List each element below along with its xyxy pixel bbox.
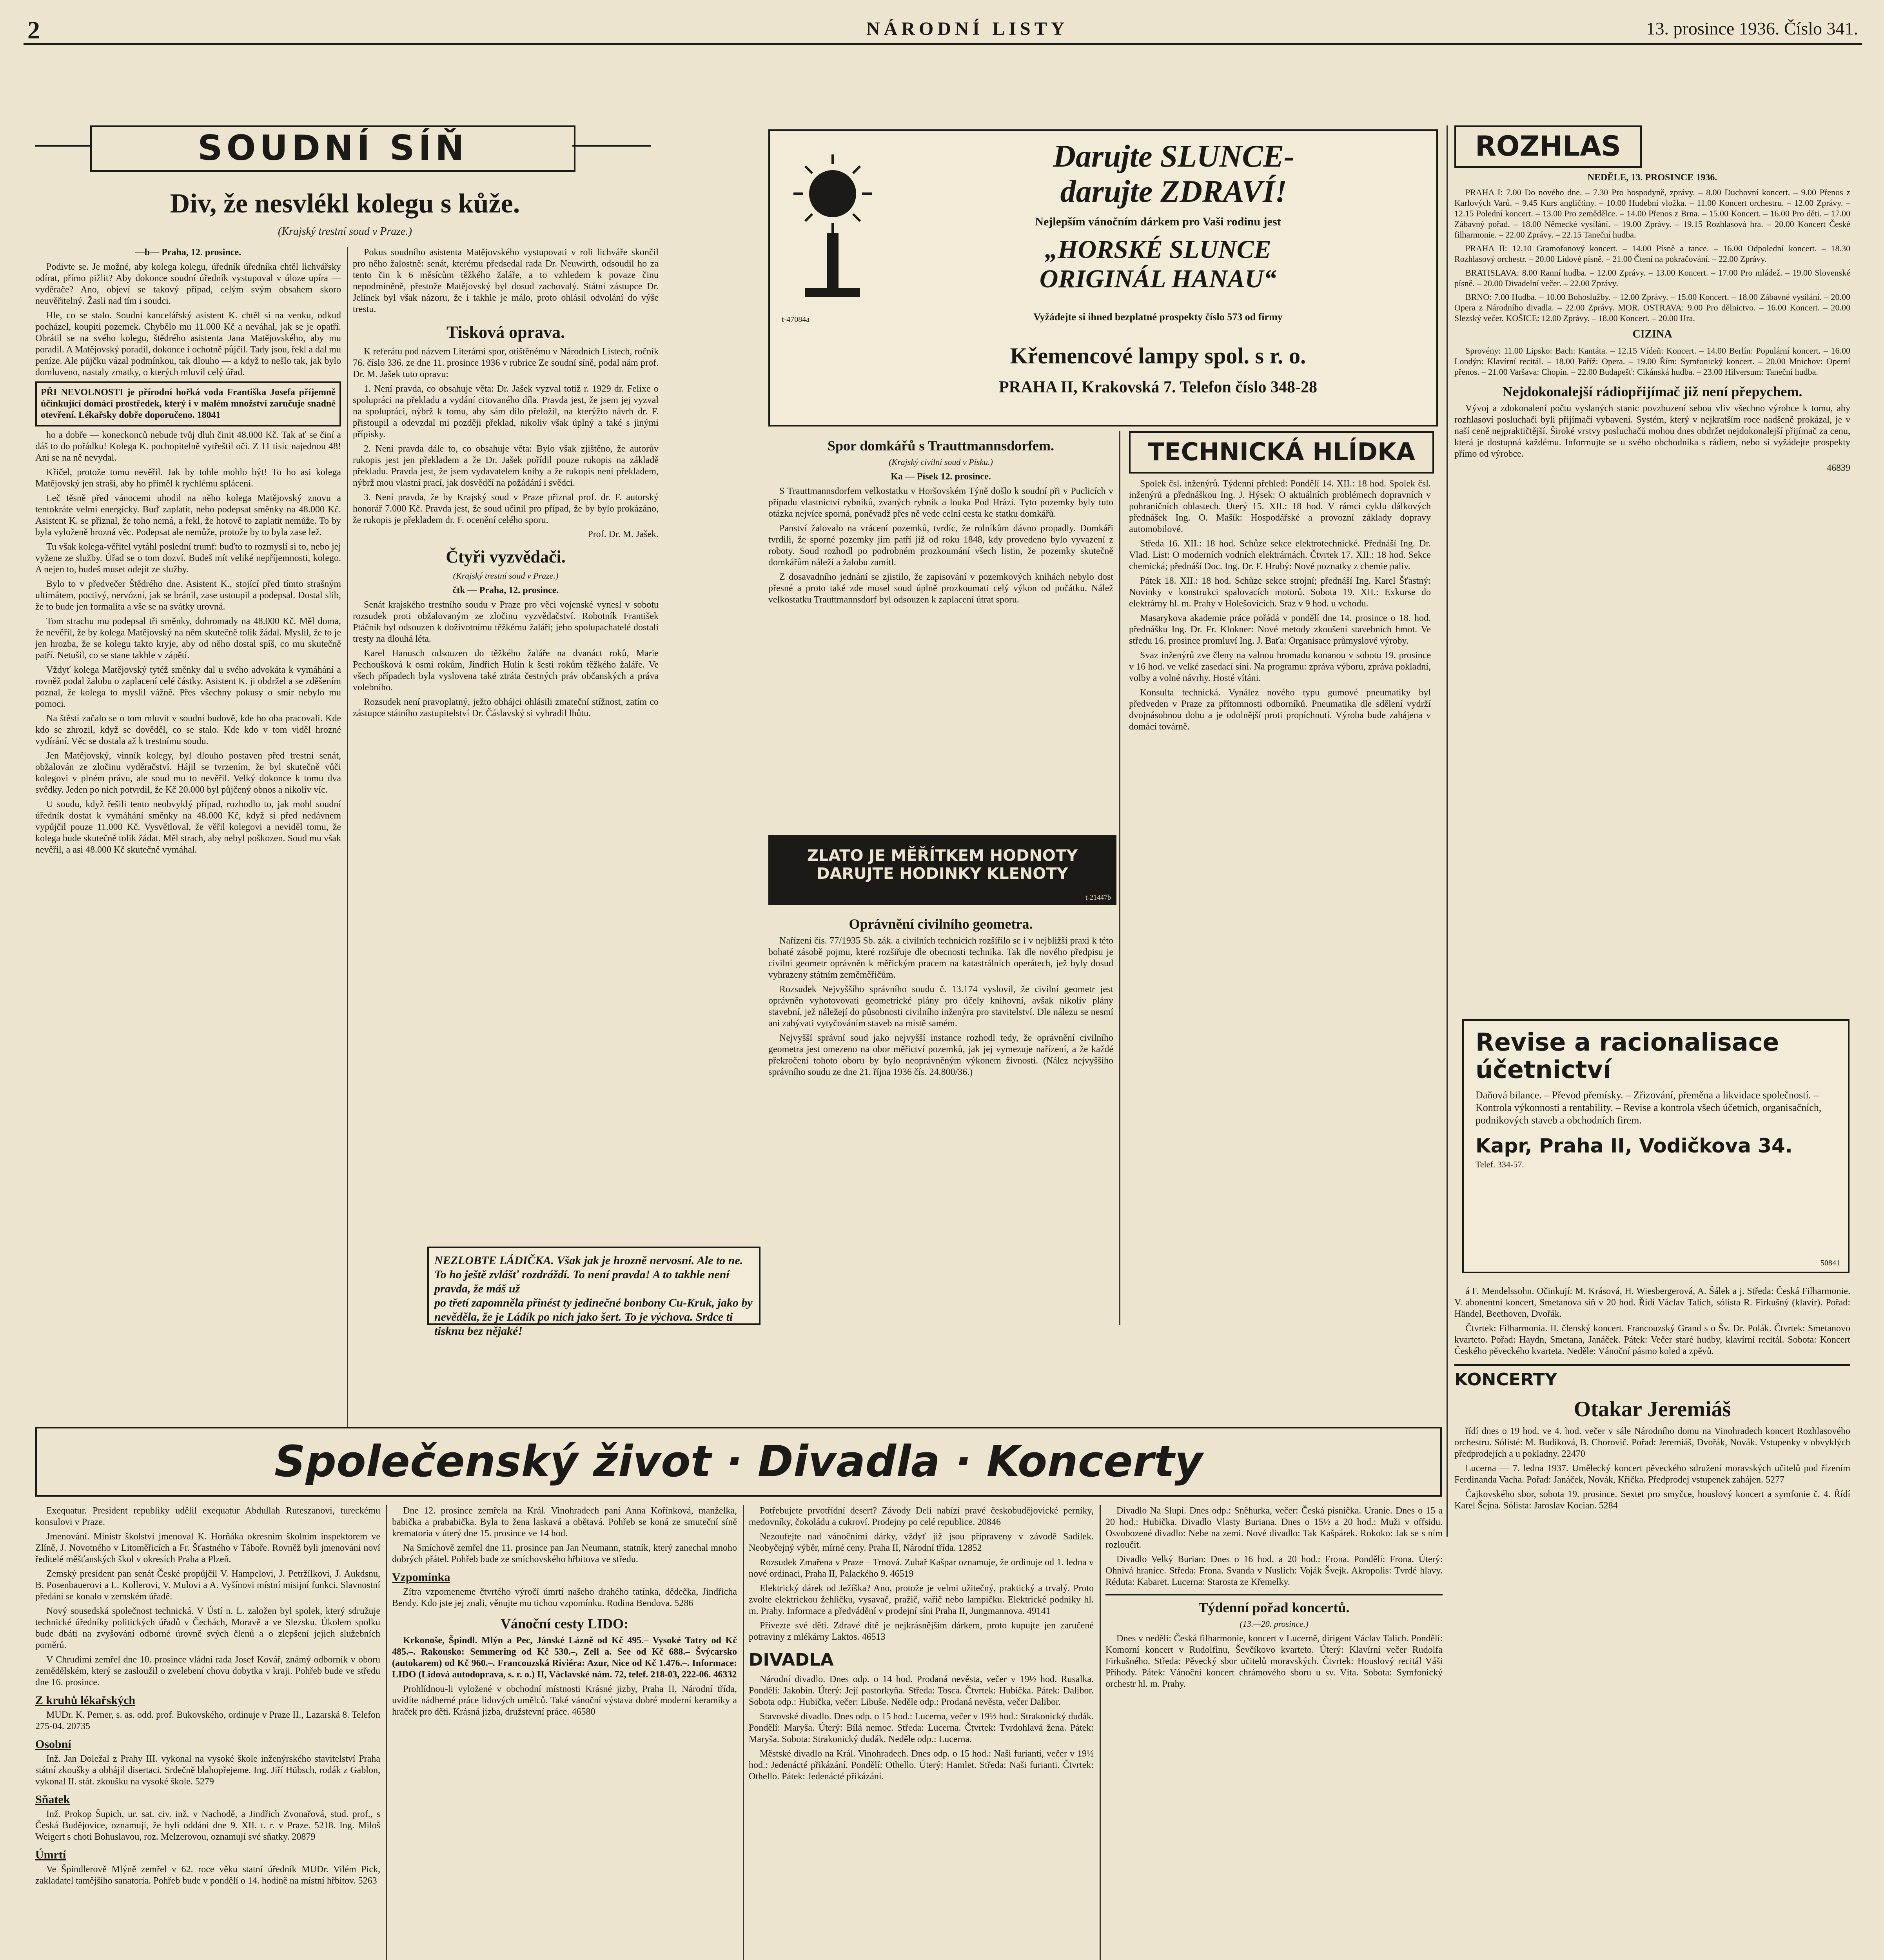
soudni-para: Bylo to v předvečer Štědrého dne. Asistent K., stojící před tímto strašným ultimátem, poctivý, nervózní, jak se bránil, zase ustoupil a podepsal. Dostal slib, že to bude jen formalita a vše se na svátky urovná. xyxy=(35,579,341,612)
ctyri-para: Rozsudek není pravoplatný, ježto obhájci ohlásili zmateční stížnost, zatím co zástupce státního zastupitelství Dr. Čáslavský si vyhradil lhůtu. xyxy=(353,697,659,719)
spor-byline: Ka — Písek 12. prosince. xyxy=(891,472,991,482)
soudni-para: Podivte se. Je možné, aby kolega kolegu, úředník úředníka chtěl lichvářsky odírat, přímo pižlit? Aby dokonce soudní úředník vystupoval v úloze upíra — vyděrače? Ano, objeví se takový případ, celým svým obsahem skoro neuvěřitelný. Žasli nad tím i soudci. xyxy=(35,262,341,306)
soudni-para: Pokus soudního asistenta Matějovského vystupovati v roli lichváře skončil pro něho žalostně: senát, kterému předsedal rada Dr. Neuwirth, odsoudil ho za tento čin k 6 měsícům těžkého žaláře, a to vzhledem k povaze činu nepodmíněně, přestože Matějovský byl dosud zachovalý. Státní zástupce Dr. Jelínek byl však názoru, že i takhle je málo, proto ohlásil odvolání do výše trestu. xyxy=(353,247,659,314)
soudni-para: ho a dobře — koneckonců nebude tvůj dluh činit 48.000 Kč. Tak ať se činí a dáš to do pořádku! Kolega K. pochopitelně vytřeštil oči. Z 11 tisíc najednou 48! Ani se na ně nevydal. xyxy=(35,430,341,463)
soudni-col-1 xyxy=(35,247,341,1427)
spor-title: Spor domkářů s Trauttmannsdorfem. xyxy=(827,438,1055,454)
ad-horske-slunce: t-47084a Darujte SLUNCE- darujte ZDRAVÍ! Nejlepším vánočním dárkem pro Vaši rodinu jest „HORSKÉ SLUNCE ORIGINÁL HANAU“ Vyžádejte si ihned bezplatné prospekty číslo 573 od firmy Křemencové lampy spol. s r. o. PRAHA II, Krakovská 7. Telefon číslo 348-28 xyxy=(768,129,1438,426)
rozhlas-col xyxy=(1454,172,1850,1004)
masthead xyxy=(24,16,1862,45)
spol-col-5: á F. Mendelssohn. Očinkují: M. Krásová, H. Wiesbergerová, A. Šálek a j. Středa: Česká Filharmonie. V. abonentní koncert, Smetanova síň v 20 hod. Řídí Václav Talich, sólista R. Firkušný (klavír). Pořad: Händel, Beethoven, Dvořák. Čtvrtek: Filharmonia. II. členský koncert. Francouzský Grand s o Šv. Dr. Polák. Čtvrtek: Smetanovo kvarteto. Pořad: Haydn, Smetana, Janáček. Pátek: Večer staré hudby, klavírní recitál. Sobota: Koncert Českého pěveckého kvarteta. Neděle: Vánoční pásmo koled a zpěvů. KONCERTY Otakar Jeremiáš řídí dnes o 19 hod. ve 4. hod. večer v sále Národního domu na Vinohradech koncert Rozhlasového orchestru. Sólisté: M. Budíková, B. Chorovič. Pořad: Jeremiáš, Dvořák, Novák. Vstupenky v obvyklých předprodejích a u pokladny. 22470 Lucerna — 7. ledna 1937. Umělecký koncert pěveckého sdružení moravských učitelů pod řízením Ferdinanda Vacha. Pořad: Janáček, Novák, Křička. Předprodej vstupenek zahájen. 5277 Čajkovského sbor, sobota 19. prosince. Sextet pro smyčce, houslový koncert a symfonie č. 4. Řídí Karel Šejna. Sólista: Jaroslav Kocian. 5284 xyxy=(1454,1286,1850,1511)
rozhlas-day: NEDĚLE, 13. PROSINCE 1936. xyxy=(1587,172,1717,183)
spol-col-3: Potřebujete prvotřídní desert? Závody Deli nabízí pravé českobudějovické perníky, medovníky, čokoládu a cukroví. Prodejny po celé republice. 20846 Nezoufejte nad vánočními dárky, vždyť již jsou připraveny v závodě Sadílek. Neobyčejný výběr, mírné ceny. Praha II, Národní třída. 12852 Rozsudek Zmařena v Praze – Trnová. Zubař Kašpar oznamuje, že ordinuje od 1. ledna v nové ordinaci, Praha II, Palackého 9. 46519 Elektrický dárek od Ježíška? Ano, protože je velmi užitečný, praktický a trvalý. Proto zvolte elektrickou žehličku, vysavač, pražič, vařič nebo lampičku. Elektrické podniky hl. m. Prahy. Informace a předvádění v prodejní síni Praha II, Jungmannova. 49141 Přivezte své děti. Zdravé dítě je nejkrásnějším dárkem, proto kupujte jen zaručené potraviny z mlékárny Laktos. 46513 DIVADLA Národní divadlo. Dnes odp. o 14 hod. Prodaná nevěsta, večer v 19½ hod. Rusalka. Pondělí: Jakobín. Úterý: Její pastorkyňa. Středa: Tosca. Čtvrtek: Hubička. Pátek: Dalibor. Sobota odp.: Hubička, večer: Libuše. Neděle odp.: Prodaná nevěsta, večer Dalibor. Stavovské divadlo. Dnes odp. o 15 hod.: Lucerna, večer v 19½ hod.: Strakonický dudák. Pondělí: Maryša. Úterý: Bílá nemoc. Středa: Lucerna. Čtvrtek: Tvrdohlavá žena. Pátek: Maryša. Sobota: Strakonický dudák. Neděle odp.: Lucerna. Městské divadlo na Král. Vinohradech. Dnes odp. o 15 hod.: Naši furianti, večer v 19½ hod.: Jedenácté přikázání. Pondělí: Othello. Úterý: Hamlet. Středa: Naši furianti. Čtvrtek: Othello. Pátek: Jedenácté přikázání. xyxy=(749,1506,1094,1782)
spol-col-4: Divadlo Na Slupi. Dnes odp.: Sněhurka, večer: Česká písnička. Uranie. Dnes o 15 a 20 hod.: Hubička. Divadlo Vlasty Buriana. Dnes o 15½ a 20 hod.: Muži v offsidu. Osvobozené divadlo: Nebe na zemi. Nové divadlo: Tak Kašpárek. Rokoko: Jak se s ním rozloučit. Divadlo Velký Burian: Dnes o 16 hod. a 20 hod.: Frona. Pondělí: Frona. Úterý: Ohnivá hranice. Středa: Frona. Svanda v Nuslích: Voják Švejk. Akropolis: Tvrdé hlavy. Réduta: Kabaret. Lucerna: Starosta ze Křemelky. Týdenní pořad koncertů. (13.—20. prosince.) Dnes v neděli: Česká filharmonie, koncert v Lucerně, dirigent Václav Talich. Pondělí: Komorní koncert v Rudolfinu, Ševčíkovo kvarteto. Úterý: Klavírní večer Rudolfa Firkušného. Středa: Pěvecký sbor učitelů moravských. Čtvrtek: Houslový recitál Váši Příhody. Pátek: Vánoční koncert chrámového sboru u sv. Víta. Sobota: Symfonický orchestr hl. m. Prahy. xyxy=(1105,1506,1443,1689)
tydenni-heading: Týdenní pořad koncertů. xyxy=(1105,1594,1443,1616)
ad-ladicka: NEZLOBTE LÁDIČKA. Však jak je hrozně nervosní. Ale to ne. To ho ještě zvlášť rozdráždí. To není pravda! A to takhle není pravda, že máš už po třetí zapomněla přinést ty jedinečné bonbony Cu-Kruk, jako by nevěděla, že je Ládík po nich jako šert. To je výchova. Srdce ti tisknu bez nějaké! xyxy=(427,1247,760,1325)
ad-revise: Revise a racionalisace účetnictví Daňová bilance. – Převod přemísky. – Zřizování, přeměna a likvidace společností. – Kontrola výkonnosti a rentability. – Revise a kontrola všech účetních, organisačních, podnikových staveb a obchodních firem. Kapr, Praha II, Vodičkova 34. Telef. 334-57. 50841 xyxy=(1462,1019,1850,1273)
spor-para: Panství žalovalo na vrácení pozemků, tvrdíc, že rolníkům dávno propadly. Domkáři tvrdili, že sporné pozemky jim patří již od roku 1848, kdy provedeno bylo vyvazení z roboty. Soud rozhodl po podrobném prozkoumání všech listin, že pozemky skutečně domkářům náleží a žalobu zamítl. xyxy=(768,523,1113,568)
ctyri-byline: čtk — Praha, 12. prosince. xyxy=(452,585,559,595)
jeremias-heading: Otakar Jeremiáš xyxy=(1574,1397,1731,1421)
subhead-lekarske: Z kruhů lékařských xyxy=(35,1694,136,1707)
notice-frantisek-josef: PŘI NEVOLNOSTI je přírodní hořká voda Františka Josefa příjemně účinkující domácí prostředek, který i v malém množství zaručuje snadné otevření. Lékařsky dobře doporučeno. 18041 xyxy=(35,381,341,426)
soudni-para: Leč těsně před vánocemi uhodil na něho kolega Matějovský znovu a tentokráte velmi energicky. Buď zaplatit, nebo podepsat směnky na 48.000 Kč. Asistent K. se přiznal, že toho nemá, a řekl, že hotově to zaplatit nemůže. To by byla vyloženě hrozná věc. Podepsat ale nemůže, protože by to byla zase lež. xyxy=(35,493,341,537)
oprava-para: 3. Není pravda, že by Krajský soud v Praze přiznal prof. dr. F. autorský honorář 7.000 Kč. Pravda jest, že soud učinil pro případ, že by bylo prokázáno, že rukopis je překladem dr. F. ocenění celého sporu. xyxy=(353,492,659,525)
spor-para: S Trauttmannsdorfem velkostatku v Horšovském Týně došlo k soudní při v Puclicích v případu vlastnictví rybníků, zvaných rybník a louka Pod Hrází. Tyto pozemky byly tuto otázka nejvíce sporná, poněvadž přes ně vede celní cesta ke statku domkářů. xyxy=(768,486,1113,519)
opravneni-title: Oprávnění civilního geometra. xyxy=(849,916,1033,932)
technicka-para: Spolek čsl. inženýrů. Týdenní přehled: Pondělí 14. XII.: 18 hod. Spolek čsl. inženýrů a přednáškou Ing. J. Hýsek: O aktuálních problémech dopravních v pohraničních oblastech. Úterý 15. XII.: 18 hod. V rámci cyklu dálkových přednášek Ing. O. Mašík: Hospodářské a provozní základy dopravy automobilové. xyxy=(1129,479,1431,534)
oprava-para: 2. Není pravda dále to, co obsahuje věta: Bylo však zjištěno, že autorův rukopis jest jen překladem a že Dr. Jašek pořídil pouze rukopis na základě překladu. Pravda jest, že jsem vydavatelem knihy a že rukopis není překladem, nýbrž mou vlastní prací, jak dosvědčí na požádání i svědci. xyxy=(353,444,659,488)
technicka-para: Pátek 18. XII.: 18 hod. Schůze sekce strojní; přednáší Ing. Karel Šťastný: Novinky v konstrukci spalovacích motorů. Sobota 19. XII.: Exkurse do elektrárny hl. m. Prahy v Holešovicích. Sraz v 9 hod. u vchodu. xyxy=(1129,576,1431,609)
spolecensky-banner: Společenský život · Divadla · Koncerty xyxy=(35,1427,1442,1497)
page-number: 2 xyxy=(27,16,40,44)
ad-zlato-hodiny: ZLATO JE MĚŘÍTKEM HODNOTY DARUJTE HODINKY KLENOTY t-21447b xyxy=(768,835,1116,905)
spor-article xyxy=(768,431,1113,823)
oprava-para: 1. Není pravda, co obsahuje věta: Dr. Jašek vyzval totiž r. 1929 dr. Felixe o spolupráci na překladu a vydání citovaného díla. Pravda jest, že jsem jej vyzval na spolupráci, nýbrž k tomu, aby sám dílo přeložil, na kterýžto návrh dr. F. přistoupil a odevzdal mi později překlad, nikoliv však úplný a také s jinými přípisky. xyxy=(353,384,659,439)
nejdok-title: Nejdokonalejší rádiopřijímač již není přepychem. xyxy=(1502,384,1802,399)
soudni-headline: Div, že nesvlékl kolegu s kůže. xyxy=(170,189,520,219)
opravneni-para: Nařízení čís. 77/1935 Sb. zák. a civilních technicích rozšířilo se i v nejbližší praxi k této bohaté zásobě pojmu, které rozšiřuje dle obecnosti technika. Tak dle nového předpisu je civilní geometr oprávněn k měřickým pracem na katastrálních operátech, jež byly dosud vyhrazeny státním zeměměřičům. xyxy=(768,936,1113,980)
paper-name: NÁRODNÍ LISTY xyxy=(866,18,1069,39)
nejdok-code: 46839 xyxy=(1827,463,1850,473)
soudni-byline: —b— Praha, 12. prosince. xyxy=(135,247,241,258)
technicka-banner: TECHNICKÁ HLÍDKA xyxy=(1129,431,1434,474)
spol-col-1: Exequatur. President republiky udělil exequatur Abdullah Ruteszanovi, tureckému konsulovi v Praze. Jmenování. Ministr školství jmenoval K. Horňáka okresním školním inspektorem ve Zlíně, J. Novotného v Litoměřicích a Fr. Šťastného v Táboře. Rovněž byli jmenováni noví ředitelé měšťanských škol v okresích Praha a Plzeň. Zemský president pan senát České propůjčil V. Hampelovi, J. Petržílkovi, J. Aukdsnu, B. Posenbauerovi a L. Kollerovi, V. Mulovi a A. Vyšínovi místní misijní funkci. Slavnostní předání se konalo v zemském úřadě. Nový sousedská společnost technická. V Ústí n. L. založen byl spolek, který sdružuje technické úředníky politických úřadů v Čechách, Moravě a ve Slezsku. Úkolem spolku bude dbáti na zvyšování odborné úrovně svých členů a o zlepšení jejich služebních poměrů. V Chrudimi zemřel dne 10. prosince vládní rada Josef Kovář, známý odborník v oboru zemědělském, který se zasloužil o zvelebení chovu dobytka v kraji. Pohřeb bude ve středu dne 16. prosince. Z kruhů lékařských MUDr. K. Perner, s. as. odd. prof. Bukovského, ordinuje v Praze II., Lazarská 8. Telefon 275-04. 20735 Osobní Inž. Jan Doležal z Prahy III. vykonal na vysoké škole inženýrského stavitelství Praha státní zkoušky a obhájil disertaci. Srdečně blahopřejeme. Ing. Jiří Hübsch, rodák z Gablon, vykonal II. stát. zkoušku na vysoké škole. 5279 Sňatek Inž. Prokop Šupich, ur. sat. civ. inž. v Nachodě, a Jindřich Zvonařová, stud. prof., s Česká Budějovice, oznamují, že byli oddáni dne 9. XII. t. r. v Praze. 5218. Ing. Miloš Weigert s choti Bohuslavou, roz. Melzerovou, oznamují své sňatky. 20879 Úmrtí Ve Špindlerově Mlýně zemřel v 62. roce věku statní úředník MUDr. Vilém Pick, zakladatel tamějšího sanatoria. Pohřeb bude v pondělí o 14. hodině na místní hřbitov. 5263 xyxy=(35,1506,380,1886)
oprava-para: K referátu pod názvem Literární spor, otištěnému v Národních Listech, ročník 76. číslo 336. ze dne 11. prosince 1936 v rubrice Ze soudní síně, podal nám prof. Dr. M. Jašek tuto opravu: xyxy=(353,347,659,379)
technicka-para: Konsulta technická. Vynález nového typu gumové pneumatiky byl předveden v Praze za přítomnosti odborníků. Pneumatika dle sdělení vydrží dvojnásobnou dobu a je odolnější proti propíchnutí. Výroba bude zahájena v domácí továrně. xyxy=(1129,688,1431,732)
ctyri-vyzvedaci-title: Čtyři vyzvědači. xyxy=(446,547,566,566)
opravneni-article xyxy=(768,909,1113,1313)
subhead-snatek: Sňatek xyxy=(35,1793,70,1806)
technicka-para: Svaz inženýrů zve členy na valnou hromadu konanou v sobotu 19. prosince v 16 hod. ve velké zasedací síni. Na programu: zpráva výboru, zpráva pokladní, volby a volné návrhy. Hosté vítáni. xyxy=(1129,650,1431,683)
spor-para: Z dosavadního jednání se zjistilo, že zapisování v pozemkových knihách nebylo dost přesné a proto také zde musel soud úplně prozkoumati celý výkon od počátku. Nálež velkostatku Trauttmannsdorf byl odsouzen k zaplacení útrat sporu. xyxy=(768,572,1113,605)
ad-code: t-47084a xyxy=(782,315,810,324)
soudni-subline: (Krajský trestní soud v Praze.) xyxy=(278,225,412,238)
soudni-col-2 xyxy=(353,247,659,1298)
cizina-heading: CIZINA xyxy=(1632,328,1672,340)
tydenni-sub: (13.—20. prosince.) xyxy=(1240,1619,1309,1629)
ctyri-para: Karel Hanusch odsouzen do těžkého žaláře na dvanáct roků, Marie Pechoušková k osmi rokům, Jindřich Hulín k šesti rokům těžkého žaláře. Ve všech případech byla vyslovena také ztráta čestných práv občanských a práva volebního. xyxy=(353,648,659,693)
soudni-para: Křičel, protože tomu nevěřil. Jak by tohle mohlo být! To ho asi kolega Matějovský jen straší, aby ho přiměl k rychlému splácení. xyxy=(35,467,341,489)
rozhlas-program: BRNO: 7.00 Hudba. – 10.00 Bohoslužby. – 12.00 Zprávy. – 15.00 Koncert. – 18.00 Zábavné vysílání. – 20.00 Opera z Národního divadla. – 22.00 Zprávy. MOR. OSTRAVA: 9.00 Pro dělnictvo. – 16.00 Koncert. – 20.00 Slezský večer. KOŠICE: 12.00 Zprávy. – 18.00 Koncert. – 20.00 Hra. xyxy=(1454,292,1850,323)
soudni-para: Tom strachu mu podepsal tři směnky, dohromady na 48.000 Kč. Měl doma, že nevěřil, že by kolega Matějovský na něm skutečně tolik žádal. Myslil, že to je jen hrozba, že se kolegu takto kryje, aby od něho dostal spíš, co mu skutečně patří. Netušil, co se stane takhle v zápětí. xyxy=(35,616,341,661)
divadla-heading: DIVADLA xyxy=(749,1650,834,1670)
subhead-vzpominka: Vzpomínka xyxy=(392,1571,450,1584)
technicka-col xyxy=(1129,478,1431,1325)
rozhlas-program: PRAHA II: 12.10 Gramofonový koncert. – 14.00 Písně a tance. – 16.00 Odpolední koncert. – 18.30 Rozhlasový orchestr. – 20.00 Lidové písně. – 21.00 Čtení na pokračování. – 22.00 Zprávy. xyxy=(1454,243,1850,264)
soudni-para: U soudu, když řešili tento neobvyklý případ, rozhodlo to, jak mohl soudní úředník dostat k vymáhání směnky na 48.000 Kč, když si před nedávnem vypůjčil pouze 11.000 Kč. Vysvětloval, že věřil kolegovi a neviděl tomu, že kolega bude skutečně tolik žádat. Měl strach, aby nebyl poškozen. Soud mu však nevěřil, a asi 48.000 Kč skutečně vymáhal. xyxy=(35,799,341,855)
koncerty-heading: KONCERTY xyxy=(1454,1364,1850,1390)
technicka-para: Masarykova akademie práce pořádá v pondělí dne 14. prosince o 18. hod. přednášku Ing. Dr. Fr. Klokner: Nové metody zkoušení stavebních hmot. Ve středu 16. prosince promluví Ing. J. Baťa: Organisace průmyslové výroby. xyxy=(1129,613,1431,646)
opravneni-para: Rozsudek Nejvyššího správního soudu č. 13.174 vyslovil, že civilní geometr jest oprávněn vyhotovovati geometrické plány pro účely knihovní, avšak nikoliv plány stavební, jež náležejí do působnosti civilního inženýra pro stavitelství. Dle nálezu se nesmí ani zabývati vytyčováním staveb na místě samém. xyxy=(768,984,1113,1029)
ctyri-para: Senát krajského trestního soudu v Praze pro věci vojenské vynesl v sobotu rozsudek proti obžalovaným ze zločinu vyzvědačství. Robotník František Ptáčník byl odsouzen k doživotnímu těžkému žaláři; jeho spolupachatelé dostali tresty na dlouhá léta. xyxy=(353,600,659,644)
rozhlas-banner: ROZHLAS xyxy=(1454,125,1642,168)
soudni-banner xyxy=(90,125,575,172)
nejdok-para: Vývoj a zdokonalení počtu vyslaných stanic povzbuzení sebou vliv všechno výrobce k tomu, aby rozhlasoví posluchači byli přijímači vybaveni. Systém, který v nejkratším roce nadšeně prokázal, je v naší ceně nejpraktičtější. Široké vrstvy posluchačů mohou dnes obdržet nejdokonalejší přijímač za cenu, která je dostupná každému. Informujte se u svého obchodníka s rádiem, nebo si vyžádejte prospekty přímo od výrobce. xyxy=(1454,403,1850,459)
rozhlas-program: PRAHA I: 7.00 Do nového dne. – 7.30 Pro hospodyně, zprávy. – 8.00 Duchovní koncert. – 9.00 Přenos z Karlových Varů. – 9.45 Kurs angličtiny. – 10.00 Hudební vložka. – 11.00 Koncert orchestru. – 12.00 Zprávy. – 12.15 Polední koncert. – 13.00 Pro zemědělce. – 14.00 Přenos z Brna. – 15.00 Koncert. – 16.00 Pro děti. – 17.00 Zábavný pořad. – 18.00 Německé vysílání. – 19.00 Zprávy. – 19.15 Rozhlasová hra. – 20.00 Koncert České filharmonie. – 22.00 Zprávy. – 22.15 Taneční hudba. xyxy=(1454,187,1850,240)
technicka-para: Středa 16. XII.: 18 hod. Schůze sekce elektrotechnické. Přednáší Ing. Dr. Vlad. List: O moderních vodních elektrárnách. Čtvrtek 17. XII.: 18 hod. Sekce chemická; přednáší Doc. Ing. Dr. F. Hrubý: Nové poznatky z chemie paliv. xyxy=(1129,539,1431,572)
subhead-osobni: Osobní xyxy=(35,1738,71,1751)
rozhlas-program: BRATISLAVA: 8.00 Ranní hudba. – 12.00 Zprávy. – 13.00 Koncert. – 17.00 Pro mládež. – 19.00 Slovenské písně. – 20.00 Divadelní večer. – 22.00 Zprávy. xyxy=(1454,268,1850,288)
issue-date: 13. prosince 1936. Číslo 341. xyxy=(1646,18,1858,38)
soudni-para: Jen Matějovský, vinník kolegy, byl dlouho postaven před trestní senát, obžalován ze zločinu vyděračství. Hájil se tvrzením, že byl skutečně vůči kolegovi v plném právu, ale soud mu to nevěřil. Velký dokonce k tomu dva svědky. Jeden po nich potvrdil, že Kč 20.000 byl půjčený obnos a nikoliv víc. xyxy=(35,751,341,795)
oprava-signature: Prof. Dr. M. Jašek. xyxy=(588,529,659,539)
opravneni-para: Nejvyšší správní soud jako nejvyšší instance rozhodl tedy, že oprávnění civilního geometra jest omezeno na obor měřictví pozemků, jak jej vymezuje nařízení, a že každé překročení tohoto oboru by bylo neoprávněným výkonem živnosti. (Nález nejvyššího správního soudu ze dne 21. října 1936 čís. 24.800/36.) xyxy=(768,1033,1113,1077)
lido-title: Vánoční cesty LIDO: xyxy=(501,1616,628,1632)
soudni-para: Na štěstí začalo se o tom mluvit v soudní budově, kde ho oba pracovali. Kde kdo se zhrozil, když se dověděl, co se stalo. Kde kdo v tom viděl hrozné vydírání. Věc se dostala až k trestnímu soudu. xyxy=(35,713,341,746)
ctyri-sub: (Krajský trestní soud v Praze.) xyxy=(453,571,559,581)
cizina-program: Sprovény: 11.00 Lipsko: Bach: Kantáta. – 12.15 Vídeň: Koncert. – 14.00 Berlín: Populární koncert. – 16.00 Londýn: Klavírní recitál. – 18.00 Paříž: Opera. – 19.00 Řím: Symfonický koncert. – 20.00 Mnichov: Operní přenos. – 21.00 Varšava: Chopin. – 22.00 Budapešť: Cikánská hudba. – 23.00 Hilversum: Taneční hudba. xyxy=(1454,346,1850,377)
tiskova-oprava-title: Tisková oprava. xyxy=(446,323,565,342)
spol-col-2: Dne 12. prosince zemřela na Král. Vinohradech paní Anna Kořínková, manželka, babička a prababička. Byla to žena laskavá a obětavá. Pohřeb se koná ze smuteční síně krematoria v úterý dne 15. prosince ve 14 hod. Na Smíchově zemřel dne 11. prosince pan Jan Neumann, statník, který zanechal mnoho dobrých přátel. Pohřeb bude ze smíchovského hřbitova ve středu. Vzpomínka Zítra vzpomeneme čtvrtého výročí úmrtí našeho drahého tatínka, dědečka, Jindřicha Bendy. Kdo jste jej znali, věnujte mu tichou vzpomínku. Rodina Bendova. 5286 Vánoční cesty LIDO: Krkonoše, Špindl. Mlýn a Pec, Jánské Lázně od Kč 495.– Vysoké Tatry od Kč 485.–. Rakousko: Semmering od Kč 530.–, Zell a. See od Kč 688.– Švýcarsko (autokarem) od Kč 960.–. Francouzská Riviéra: Azur, Nice od Kč 1.476.–. Informace: LIDO (Lidová autodoprava, s. r. o.) II, Václavské nám. 72, telef. 218-03, 222-06. 46332 Prohlídnou-li vyložené v obchodní místnosti Krásné jizby, Praha II, Národní třída, uvidíte nádherné práce lidových umělců. Také vánoční výstava dobré moderní keramiky a hraček pro děti. Krásná jizba, družstevní práce. 46580 xyxy=(392,1506,737,1717)
soudni-para: Hle, co se stalo. Soudní kancelářský asistent K. chtěl si na venku, odkud pocházel, koupiti pozemek. Chybělo mu 11.000 Kč a neváhal, jak se je opatří. Obrátil se na svého kolegu, štědrého asistenta Jana Matějovského, aby mu poradil. A Matějovský poradil, dokonce i ochotně půjčil. Tady jsou, řekl a dal mu peníze. Ale půjčku vázal podmínkou, tak dlouho — a když to nešlo tak, jak bylo domluveno, nastaly zmatky, o kterých mluvil celý úřad. xyxy=(35,310,341,377)
spor-sub: (Krajský civilní soud v Písku.) xyxy=(889,457,993,467)
section-title-soudni: SOUDNÍ SÍŇ xyxy=(198,128,468,168)
subhead-umrti: Úmrtí xyxy=(35,1848,66,1861)
soudni-para: Tu však kolega-věřitel vytáhl poslední trumf: buďto to rozmyslí si to, nebo jej vyžene ze služby. Úřad se o tom dozví. Budeš mít veliké nepříjemnosti, kolego. A nejen to, budeš muset odejít ze služby. xyxy=(35,542,341,575)
soudni-para: Vždyť kolega Matějovský tytéž směnky dal u svého advokáta k vymáhání a rovněž podal žalobu o zaplacení celé částky. Asistent K. ji obdržel a se zděšením poznal, že kolega to myslil vážně. Přes všechny pokusy o smír nebylo mu pomoci. xyxy=(35,665,341,709)
sun-lamp-icon xyxy=(782,147,884,303)
